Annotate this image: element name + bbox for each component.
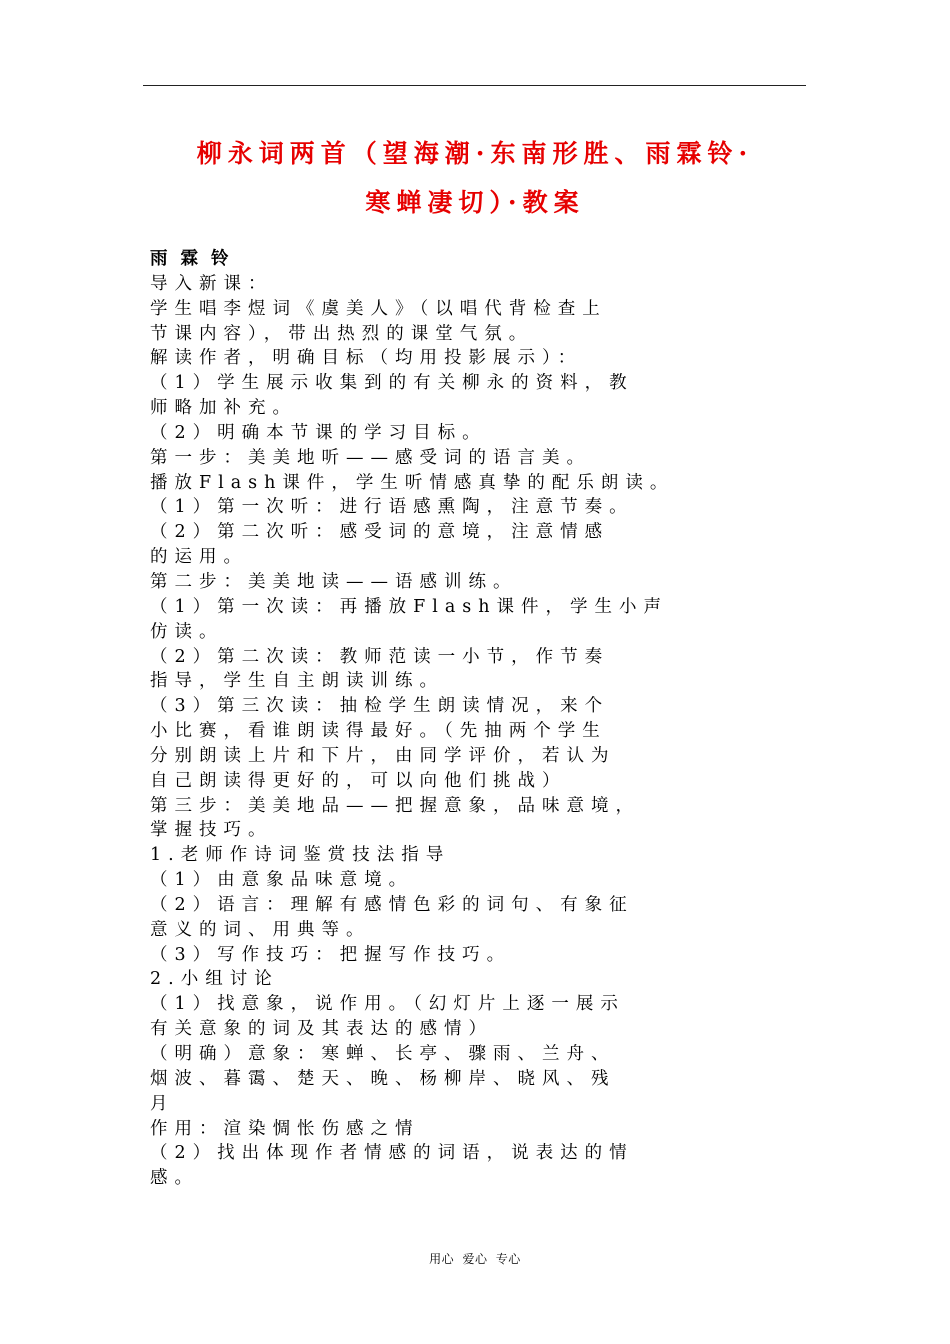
body-line: 播放Flash课件，学生听情感真挚的配乐朗读。 [150,472,675,493]
document-title-line-2: 寒蝉凄切）·教案 [365,188,585,217]
body-line: （1）找意象，说作用。（幻灯片上逐一展示 [150,994,625,1015]
body-line: （1）第一次读：再播放Flash课件，学生小声 [150,596,669,617]
body-lines [150,272,810,1191]
body-line: 导入新课： [150,273,273,294]
body-line: （1）学生展示收集到的有关柳永的资料，教 [150,373,634,394]
body-line: 的运用。 [150,547,248,568]
body-line: （2）第二次读：教师范读一小节，作节奏 [150,646,610,667]
body-line: 有关意象的词及其表达的感情） [150,1019,493,1040]
document-title-line-1: 柳永词两首（望海潮·东南形胜、雨霖铃· [196,139,754,168]
body-line: 第二步：美美地读——语感训练。 [150,571,518,592]
body-line: 解读作者，明确目标（均用投影展示）： [150,348,583,369]
body-line: （1）由意象品味意境。 [150,870,414,891]
body-line: 学生唱李煜词《虞美人》（以唱代背检查上 [150,298,607,319]
body-line: （3）第三次读：抽检学生朗读情况，来个 [150,696,610,717]
section-heading: 雨霖铃 [150,249,242,269]
header-rule [143,85,806,86]
body-line: （2）语言：理解有感情色彩的词句、有象征 [150,894,634,915]
body-line: 作用：渲染惆怅伤感之情 [150,1118,420,1139]
body-line: 感。 [150,1168,199,1189]
body-line: 自己朗读得更好的，可以向他们挑战） [150,770,567,791]
body-line: 月 [150,1093,175,1114]
body-line: 第三步：美美地品——把握意象，品味意境， [150,795,640,816]
body-line: 1.老师作诗词鉴赏技法指导 [150,845,451,866]
body-line: 小比赛，看谁朗读得最好。（先抽两个学生 [150,721,607,742]
body-line: 分别朗读上片和下片，由同学评价，若认为 [150,745,616,766]
body-line: 指导，学生自主朗读训练。 [150,671,444,692]
body-line: （3）写作技巧：把握写作技巧。 [150,944,512,965]
body-line: 仿读。 [150,621,224,642]
body-line: 2.小组讨论 [150,969,279,990]
page-footer: 用心 爱心 专心 [429,1252,521,1266]
body-line: 掌握技巧。 [150,820,273,841]
body-line: 烟波、暮霭、楚天、晚、杨柳岸、晓风、残 [150,1068,616,1089]
body-line: （1）第一次听：进行语感熏陶，注意节奏。 [150,497,634,518]
body-line: （2）明确本节课的学习目标。 [150,422,487,443]
body-line: （2）第二次听：感受词的意境，注意情感 [150,522,610,543]
body-line: （明确）意象：寒蝉、长亭、骤雨、兰舟、 [150,1044,616,1064]
body-line: 师略加补充。 [150,398,297,419]
body-line: 意义的词、用典等。 [150,919,371,940]
document-body [150,247,810,1191]
body-line: 第一步：美美地听——感受词的语言美。 [150,447,591,468]
body-line: （2）找出体现作者情感的词语，说表达的情 [150,1143,634,1164]
body-line: 节课内容），带出热烈的课堂气氛。 [150,323,534,344]
